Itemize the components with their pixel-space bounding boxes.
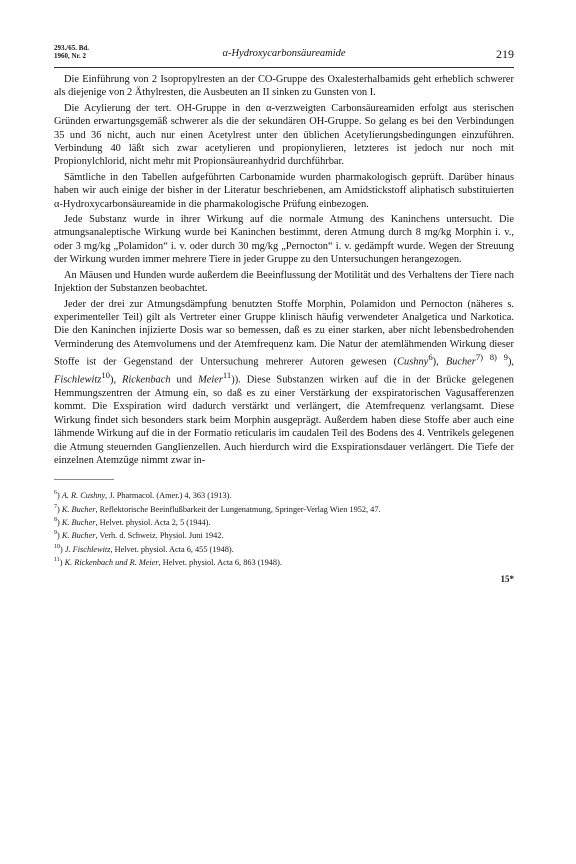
ref-10: 10: [101, 370, 110, 380]
author-meier: Meier: [198, 374, 223, 386]
journal-year-issue: 1960, Nr. 2: [54, 52, 87, 60]
footnote-6: $^6$) A. R. Cushny, J. Pharmacol. (Amer.) 4, 363 (1913).: [54, 490, 232, 501]
p6-und: und: [170, 374, 199, 386]
footnote-number: 10: [54, 543, 60, 550]
footnote-text: , Helvet. physiol. Acta 2, 5 (1944).: [95, 517, 211, 527]
footnote-number: 8: [54, 517, 57, 524]
author-fischlewitz: Fischlewitz: [54, 374, 102, 386]
footnote-separator: [54, 479, 114, 480]
running-title: α-Hydroxycarbonsäureamide: [222, 48, 346, 59]
footnote-text: , Verh. d. Schweiz. Physiol. Juni 1942.: [95, 531, 224, 541]
paper-page: [54, 40, 515, 585]
footnote-text: , J. Pharmacol. (Amer.) 4, 363 (1913).: [105, 491, 232, 501]
signature-mark: 15*: [500, 574, 514, 585]
p6-text-a: Jeder der drei zur Atmungsdämpfung benutzten Stoffe Morphin, Polamidon und Pernocton (näheres s. experimenteller Teil) gilt als Vertreter einer Gruppe klinisch häufig verwendeter Analgetica und Narkotica. Die den Kaninchen injizierte Dosis war so bemessen, daß es zu einer starken, aber nicht lebensbedrohenden Verminderung des Atemvolumens und der Atemfrequenz kam. Die Natur der atemlähmenden Wirkung dieser Stoffe ist der Gegenstand der Untersuchung mehrerer Autoren gewesen (: [54, 298, 514, 368]
footnote-number: 6: [54, 490, 57, 497]
footnote-authors: K. Bucher: [61, 517, 96, 527]
footnote-11: $^{11}$) K. Rickenbach und R. Meier, Helvet. physiol. Acta 6, 863 (1948).: [54, 557, 282, 567]
p6-text-c: ),: [507, 356, 514, 368]
footnote-authors: J. Fischlewitz: [64, 544, 111, 554]
author-rickenbach: Rickenbach: [122, 374, 171, 386]
running-header: [54, 40, 514, 70]
footnotes: [54, 488, 514, 568]
header-rule: [54, 67, 514, 68]
body-text: [54, 73, 514, 467]
footnote-authors: K. Bucher: [61, 504, 96, 514]
footnote-9: $^9$) K. Bucher, Verh. d. Schweiz. Physiol. Juni 1942.: [54, 530, 224, 541]
footnote-number: 9: [54, 530, 57, 537]
paragraph-4: Jede Substanz wurde in ihrer Wirkung auf die normale Atmung des Kaninchens untersucht. Die atmungsanaleptische Wirkung wurde bei Kaninchen bestimmt, deren Atmung durch 8 mg/kg Morphin i. v., oder 3 mg/kg „Polamidon“ i. v. oder durch 30 mg/kg „Pernocton“ i. v. gedämpft wurde. Wegen der Streuung der Wirkung wurden immer mehrere Tiere in jeder Gruppe zu den Untersuchungen herangezogen.: [54, 214, 514, 266]
footnote-number: 7: [54, 503, 57, 510]
paragraph-5: An Mäusen und Hunden wurde außerdem die Beeinflussung der Motilität und des Verhaltens der Tiere nach Injektion der Substanzen beobachtet.: [54, 269, 514, 295]
footnote-text: , Helvet. physiol. Acta 6, 455 (1948).: [110, 544, 234, 554]
footnote-number: 11: [54, 557, 60, 564]
footnote-authors: K. Rickenbach und R. Meier: [64, 557, 159, 567]
ref-11: 11: [222, 370, 232, 380]
footnote-text: , Helvet. physiol. Acta 6, 863 (1948).: [158, 557, 282, 567]
paragraph-3: Sämtliche in den Tabellen aufgeführten Carbonamide wurden pharmakologisch geprüft. Darüber hinaus haben wir auch einige der bisher in der Literatur beschriebenen, am Amidstickstoff aliphatisch substituierten α-Hydroxycarbonsäureamide in die pharmakologische Prüfung einbezogen.: [54, 171, 514, 210]
author-bucher: Bucher: [445, 356, 476, 368]
footnote-10: $^{10}$) J. Fischlewitz, Helvet. physiol. Acta 6, 455 (1948).: [54, 543, 234, 554]
footnote-text: , Reflektorische Beeinflußbarkeit der Lungenatmung, Springer-Verlag Wien 1952, 47.: [95, 504, 381, 514]
paragraph-2: Die Acylierung der tert. OH-Gruppe in den α-verzweigten Carbonsäureamiden erfolgt aus sterischen Gründen erwartungsgemäß schwerer als die der sekundären OH-Gruppe. So gelang es bei den Verbindungen 35 und 36 nicht, auch nur einen Acetylrest unter den üblichen Acetylierungsbedingungen einzuführen. Verbindung 40 läßt sich zwar acetylieren und propionylieren, letzteres ist jedoch nur noch mit Propionylchlorid, nicht mehr mit Propionsäureanhydrid durchführbar.: [54, 102, 514, 168]
author-cushny: Cushny: [397, 356, 429, 368]
paragraph-6: [54, 298, 514, 468]
footnote-7: $^7$) K. Bucher, Reflektorische Beeinflußbarkeit der Lungenatmung, Springer-Verlag Wien 1952, 47.: [54, 503, 381, 514]
p6-text-b: ),: [432, 356, 446, 368]
ref-6: 6: [428, 352, 433, 363]
p6-text-e: )). Diese Substanzen wirken auf die in der Brücke gelegenen Hemmungszentren der Atmung ein, so daß es zu einer Verstärkung der exspiratorischen Vagusafferenzen kommt. Die Exspiration wird dadurch verstärkt und verlängert, die Atemfrequenz verlangsamt. Diese Wirkung findet sich besonders stark beim Morphin ausgeprägt. Außerdem haben diese Stoffe aber auch eine lähmende Wirkung auf die in der Formatio reticularis im caudalen Teil des Bodens des 4. Ventrikels gelegenen die Atmung steuernden Ganglienzellen. Auch hierdurch wird die Exspirationsdauer verlängert. Die Tiefe der einzelnen Atemzüge nimmt zwar in-: [54, 374, 515, 466]
p6-text-d: ),: [110, 374, 123, 386]
footnote-authors: K. Bucher: [61, 531, 96, 541]
page-number: 219: [496, 47, 514, 61]
journal-volume: 293./65. Bd.: [54, 44, 90, 52]
ref-7-8-9: 7) 8) 9: [475, 352, 508, 363]
footnote-authors: A. R. Cushny: [61, 491, 106, 501]
footnote-8: $^8$) K. Bucher, Helvet. physiol. Acta 2, 5 (1944).: [54, 517, 211, 527]
paragraph-1: Die Einführung von 2 Isopropylresten an der CO-Gruppe des Oxalesterhalbamids geht erheblich schwerer als diejenige von 2 Äthylresten, die Ausbeuten an II sinken zu Gunsten von I.: [54, 74, 514, 99]
